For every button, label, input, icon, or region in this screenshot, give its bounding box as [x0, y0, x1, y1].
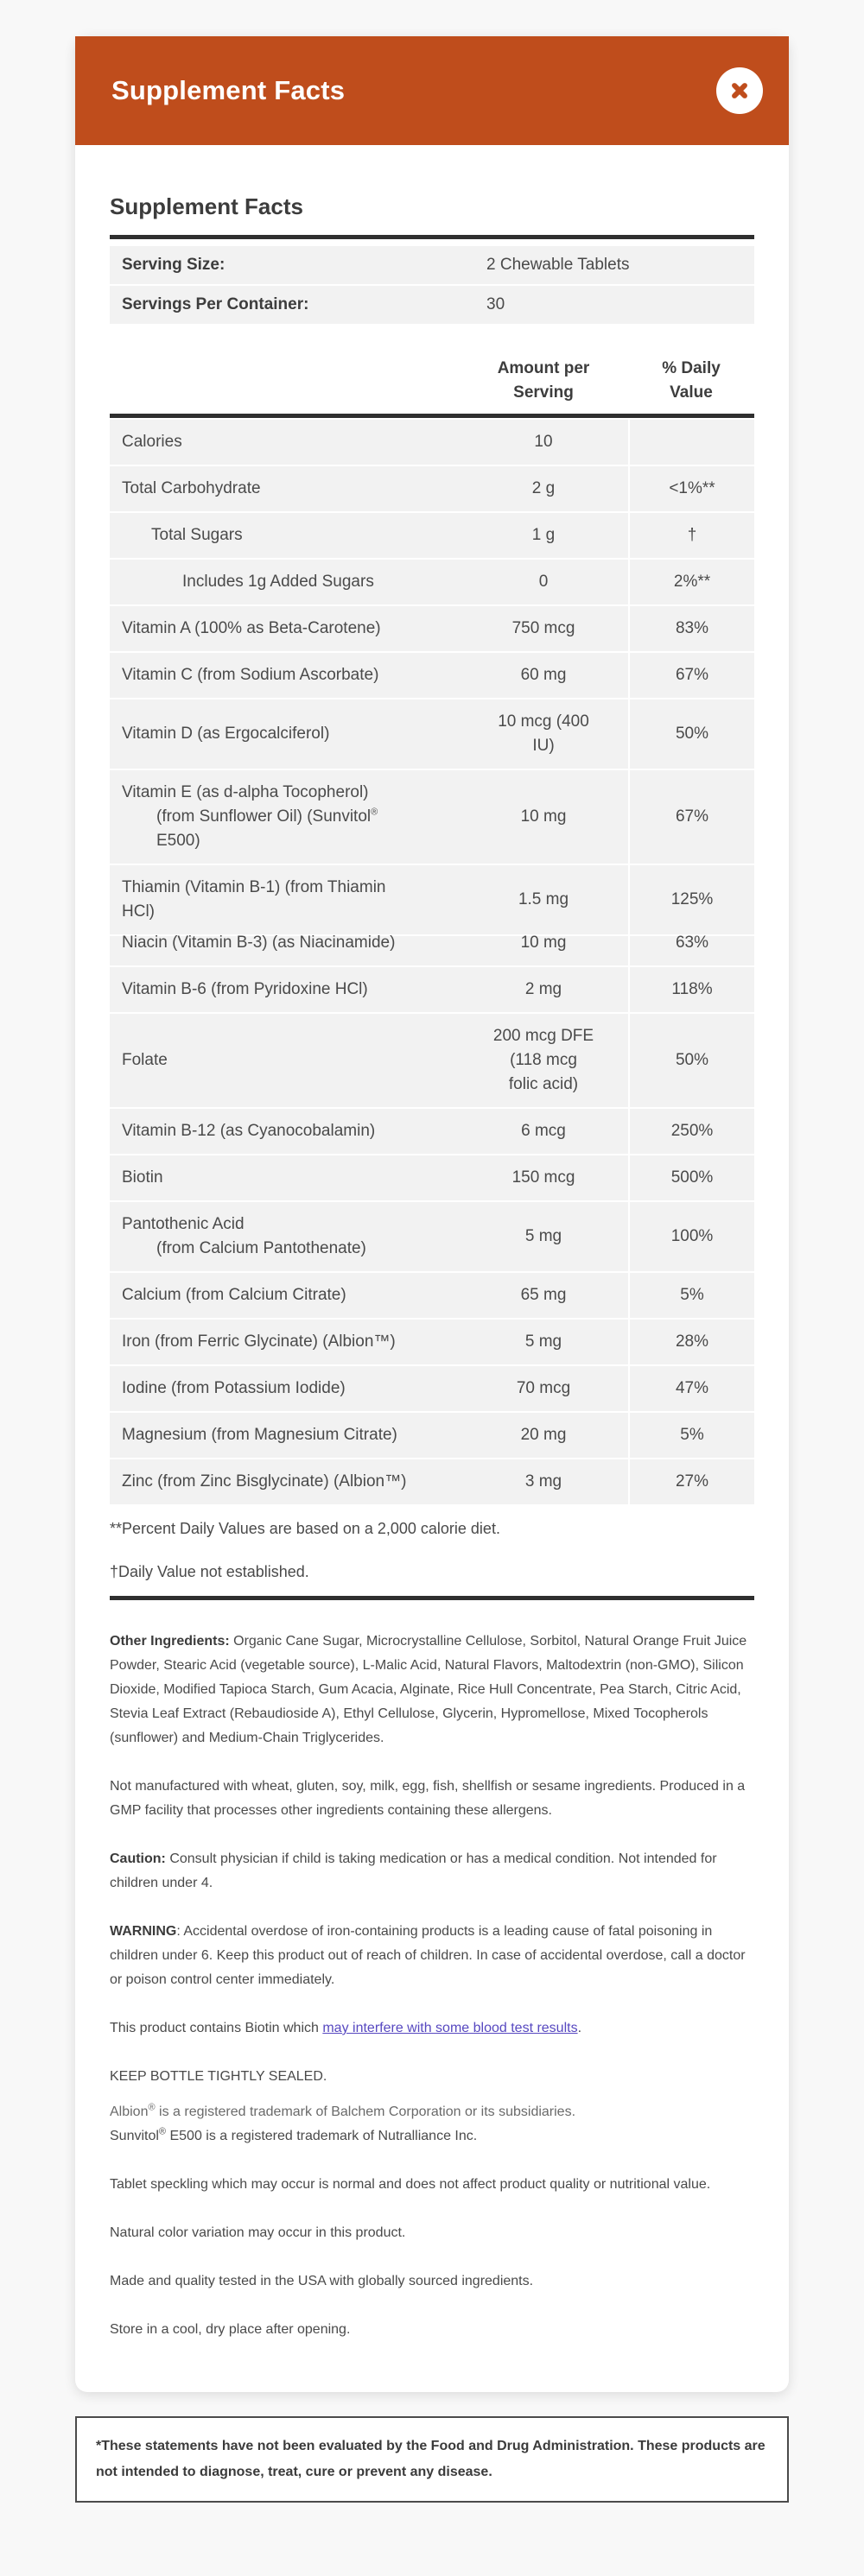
paragraph-segment: is a registered trademark of Balchem Corporation or its subsidiaries. — [155, 2104, 576, 2119]
table-row-grid — [110, 1366, 754, 1411]
table-row-grid — [110, 770, 754, 864]
table-row — [110, 1366, 754, 1411]
nutrient-name-line: Pantothenic Acid — [122, 1215, 245, 1233]
paragraph — [110, 2065, 754, 2089]
table-row — [110, 1413, 754, 1458]
table-row — [110, 653, 754, 698]
registered-mark: ® — [148, 2102, 156, 2113]
amount-value: 2 mg — [524, 980, 562, 998]
nutrient-name-line: HCl) — [122, 902, 155, 921]
serving-value: 2 Chewable Tablets — [486, 256, 630, 274]
nutrient-name — [110, 1202, 459, 1271]
paragraph-segment: Tablet speckling which may occur is normal and does not affect product quality or nutritional value. — [110, 2177, 711, 2192]
nutrient-name: Total Sugars — [151, 526, 243, 544]
daily-value: 5% — [628, 1273, 754, 1318]
table-row — [110, 1014, 754, 1107]
serving-info — [110, 246, 754, 324]
paragraph-segment: Not manufactured with wheat, gluten, soy, milk, egg, fish, shellfish or sesame ingredients. Produced in a GMP facility that processes other ingredients containing these allergens. — [110, 1779, 746, 1818]
modal-title: Supplement Facts — [111, 75, 346, 105]
paragraph — [110, 2318, 754, 2342]
paragraph-text — [110, 2016, 754, 2041]
table-row-grid — [110, 1202, 754, 1271]
amount-line: 10 mcg (400 — [498, 712, 589, 731]
amount-value: 0 — [538, 573, 549, 591]
table-row — [110, 606, 754, 651]
daily-value: † — [628, 513, 754, 558]
serving-row — [110, 286, 754, 324]
nutrient-name: Folate — [122, 1051, 168, 1069]
paragraph-lead-in: Other Ingredients: — [110, 1634, 230, 1649]
table-row-grid — [110, 560, 754, 604]
daily-value: 28% — [628, 1320, 754, 1364]
table-row-grid — [110, 1273, 754, 1318]
table-row-grid — [110, 466, 754, 511]
nutrient-name-line: Thiamin (Vitamin B-1) (from Thiamin — [122, 878, 386, 896]
nutrient-name-line: (from Sunflower Oil) (Sunvitol® — [156, 807, 378, 826]
amount-value — [459, 699, 628, 769]
bottom-rule — [110, 1596, 754, 1600]
table-row-grid — [110, 1413, 754, 1458]
table-row — [110, 699, 754, 769]
nutrient-name: Vitamin C (from Sodium Ascorbate) — [122, 666, 379, 684]
paragraph-text — [110, 2269, 754, 2294]
table-row — [110, 560, 754, 604]
paragraph-text — [110, 1630, 754, 1750]
table-row — [110, 1273, 754, 1318]
amount-value: 1 g — [531, 526, 556, 544]
daily-value: 500% — [628, 1155, 754, 1200]
table-row — [110, 1459, 754, 1504]
table-row-grid — [110, 699, 754, 769]
paragraph-text — [110, 2100, 754, 2124]
table-row — [110, 1202, 754, 1271]
serving-value: 30 — [486, 295, 505, 313]
top-rule — [110, 235, 754, 239]
paragraph — [110, 2221, 754, 2245]
paragraph-segment: : Accidental overdose of iron-containing products is a leading cause of fatal poisoning in children under 6. Keep this product out of reach of children. In case of accidental overdose, call a doctor or poison control center immediately. — [110, 1924, 746, 1987]
nutrient-name: Iron (from Ferric Glycinate) (Albion™) — [122, 1332, 396, 1351]
serving-label: Servings Per Container: — [122, 295, 309, 313]
supplement-table-body — [110, 420, 754, 1504]
table-row — [110, 1155, 754, 1200]
amount-line: 200 mcg DFE — [492, 1027, 594, 1045]
paragraph-text — [110, 1775, 754, 1823]
paragraph-text — [110, 2173, 754, 2197]
nutrient-name: Biotin — [122, 1168, 163, 1187]
amount-value: 10 mg — [520, 934, 567, 952]
daily-value: 2%** — [628, 560, 754, 604]
table-row-grid — [110, 1320, 754, 1364]
paragraph — [110, 1630, 754, 1750]
paragraph — [110, 2173, 754, 2197]
clipped-paragraph — [110, 2100, 754, 2119]
paragraph-segment: . — [577, 2021, 582, 2035]
nutrient-name-line: E500) — [156, 832, 200, 850]
paragraph-text — [110, 2124, 754, 2149]
nutrient-name: Vitamin B-6 (from Pyridoxine HCl) — [122, 980, 368, 998]
amount-per-serving-header: Amount per Serving — [497, 359, 590, 402]
table-header-row — [110, 357, 754, 405]
paragraph — [110, 2269, 754, 2294]
table-row — [110, 967, 754, 1012]
nutrient-name: Magnesium (from Magnesium Citrate) — [122, 1426, 397, 1444]
amount-value: 2 g — [531, 479, 556, 497]
amount-value: 150 mcg — [511, 1168, 575, 1187]
paragraph-text — [110, 1847, 754, 1896]
paragraph — [110, 1847, 754, 1896]
nutrient-name: Vitamin A (100% as Beta-Carotene) — [122, 619, 381, 637]
daily-value: 63% — [628, 921, 754, 965]
daily-value: 5% — [628, 1413, 754, 1458]
close-button[interactable] — [716, 67, 763, 114]
table-row — [110, 1109, 754, 1154]
table-row-grid — [110, 1109, 754, 1154]
daily-value: 83% — [628, 606, 754, 651]
nutrient-name: Vitamin D (as Ergocalciferol) — [122, 725, 330, 743]
fda-disclaimer-text: *These statements have not been evaluated by the Food and Drug Administration. These products are not intended to diagnose, treat, cure or prevent any disease. — [96, 2439, 766, 2479]
table-row-grid — [110, 967, 754, 1012]
paragraph-segment: E500 is a registered trademark of Nutralliance Inc. — [166, 2129, 478, 2143]
paragraph-text — [110, 2318, 754, 2342]
daily-value: <1%** — [628, 466, 754, 511]
supplement-facts-modal — [75, 36, 789, 2392]
amount-value: 1.5 mg — [518, 890, 569, 908]
table-row — [110, 513, 754, 558]
modal-body — [75, 145, 789, 2392]
paragraph-segment: Natural color variation may occur in this product. — [110, 2225, 406, 2240]
amount-value: 6 mcg — [521, 1122, 566, 1140]
nutrient-name-line: Vitamin E (as d-alpha Tocopherol) — [122, 783, 369, 801]
paragraph-text — [110, 1920, 754, 1992]
blood-test-results-link[interactable]: may interfere with some blood test results — [322, 2021, 578, 2035]
header-rule — [110, 414, 754, 418]
close-icon — [728, 79, 751, 102]
table-row — [110, 770, 754, 864]
daily-value: 47% — [628, 1366, 754, 1411]
amount-value: 65 mg — [520, 1286, 567, 1304]
daily-value: 100% — [628, 1202, 754, 1271]
amount-value: 5 mg — [524, 1332, 562, 1351]
table-row — [110, 936, 754, 965]
paragraph-segment: Consult physician if child is taking medication or has a medical condition. Not intended for children under 4. — [110, 1851, 717, 1890]
registered-mark: ® — [158, 2126, 167, 2137]
table-row-grid — [110, 513, 754, 558]
daily-value: 125% — [628, 865, 754, 934]
amount-value: 20 mg — [520, 1426, 567, 1444]
paragraph-segment: This product contains Biotin which — [110, 2021, 323, 2035]
nutrient-name: Niacin (Vitamin B-3) (as Niacinamide) — [122, 934, 396, 952]
nutrient-name: Total Carbohydrate — [122, 479, 261, 497]
daily-value: 50% — [628, 1014, 754, 1107]
nutrient-name — [110, 770, 459, 864]
amount-value: 750 mcg — [511, 619, 575, 637]
amount-value — [459, 1014, 628, 1107]
page-background — [75, 0, 789, 2503]
table-row-grid — [110, 921, 754, 965]
paragraph-segment: Made and quality tested in the USA with globally sourced ingredients. — [110, 2274, 534, 2288]
fda-disclaimer-box — [75, 2416, 789, 2503]
daily-value: 250% — [628, 1109, 754, 1154]
paragraph-segment: Organic Cane Sugar, Microcrystalline Cellulose, Sorbitol, Natural Orange Fruit Juice Powder, Stearic Acid (vegetable source), L-Malic Acid, Natural Flavors, Maltodextrin (non-GMO), Silicon Dioxide, Modified Tapioca Starch, Gum Acacia, Alginate, Rice Hull Concentrate, Pea Starch, Citric Acid, Stevia Leaf Extract (Rebaudioside A), Ethyl Cellulose, Glycerin, Hypromellose, Mixed Tocopherols (sunflower) and Medium-Chain Triglycerides. — [110, 1634, 747, 1745]
nutrient-name: Calcium (from Calcium Citrate) — [122, 1286, 346, 1304]
table-row — [110, 1320, 754, 1364]
footnote-percent-daily-values: **Percent Daily Values are based on a 2,000 calorie diet. — [110, 1520, 500, 1537]
daily-value: 118% — [628, 967, 754, 1012]
amount-value: 10 mg — [520, 807, 567, 826]
paragraph — [110, 2016, 754, 2041]
serving-label: Serving Size: — [122, 256, 226, 274]
daily-value — [628, 420, 754, 465]
paragraph-lead-in: Caution: — [110, 1851, 166, 1866]
table-row-grid — [110, 1155, 754, 1200]
nutrient-name: Includes 1g Added Sugars — [182, 573, 374, 591]
paragraph-segment: Albion — [110, 2104, 149, 2119]
amount-value: 10 — [534, 433, 553, 451]
table-header-spacer — [110, 357, 459, 405]
panel-heading: Supplement Facts — [110, 193, 303, 219]
paragraph-segment: Store in a cool, dry place after opening. — [110, 2322, 351, 2337]
modal-header — [75, 36, 789, 145]
paragraph — [110, 1920, 754, 1992]
daily-value-header: % Daily Value — [662, 359, 721, 402]
paragraph-lead-in: WARNING — [110, 1924, 177, 1939]
info-paragraphs — [110, 1630, 754, 2342]
amount-value: 3 mg — [524, 1472, 562, 1491]
table-row-grid — [110, 1459, 754, 1504]
daily-value: 50% — [628, 699, 754, 769]
nutrient-name: Iodine (from Potassium Iodide) — [122, 1379, 346, 1397]
amount-line: IU) — [532, 737, 555, 755]
table-row-grid — [110, 606, 754, 651]
nutrient-name-line: (from Calcium Pantothenate) — [156, 1239, 366, 1257]
amount-line: folic acid) — [508, 1075, 579, 1093]
table-row — [110, 466, 754, 511]
nutrient-name: Vitamin B-12 (as Cyanocobalamin) — [122, 1122, 376, 1140]
nutrient-name: Zinc (from Zinc Bisglycinate) (Albion™) — [122, 1472, 407, 1491]
amount-value: 5 mg — [524, 1227, 562, 1245]
footnote-daily-value-not-established: †Daily Value not established. — [110, 1563, 309, 1580]
table-row-grid — [110, 420, 754, 465]
table-row-grid — [110, 653, 754, 698]
paragraph-text — [110, 2065, 754, 2089]
paragraph-segment: Sunvitol — [110, 2129, 159, 2143]
amount-value: 60 mg — [520, 666, 567, 684]
nutrient-name: Calories — [122, 433, 182, 451]
daily-value: 27% — [628, 1459, 754, 1504]
daily-value: 67% — [628, 770, 754, 864]
daily-value: 67% — [628, 653, 754, 698]
table-row-grid — [110, 1014, 754, 1107]
paragraph — [110, 1775, 754, 1823]
amount-line: (118 mcg — [510, 1051, 577, 1069]
paragraph-segment: KEEP BOTTLE TIGHTLY SEALED. — [110, 2069, 327, 2084]
table-row — [110, 420, 754, 465]
amount-value: 70 mcg — [516, 1379, 571, 1397]
paragraph — [110, 2124, 754, 2149]
serving-row — [110, 246, 754, 284]
paragraph-text — [110, 2221, 754, 2245]
